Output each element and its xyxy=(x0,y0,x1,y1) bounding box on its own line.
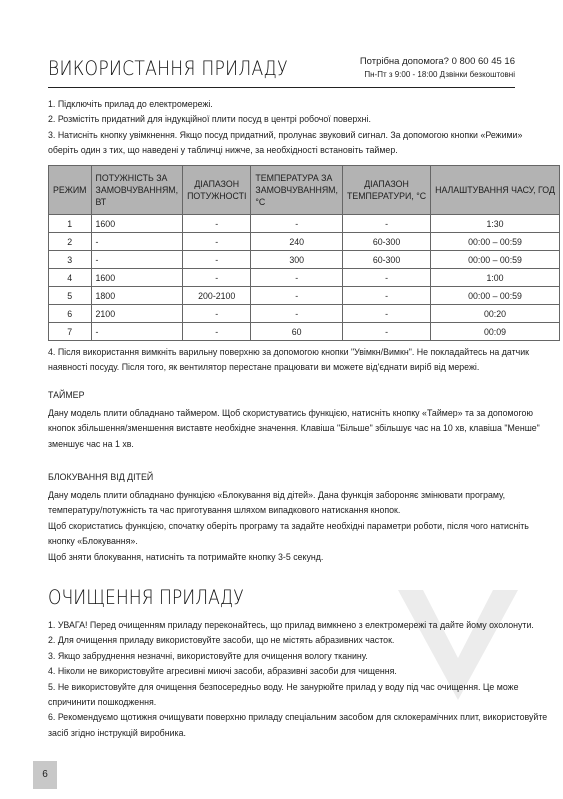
cleaning-line: 6. Рекомендуємо щотижня очищувати поверхню приладу спеціальним засобом для склокерамічних плит, використовуйте xyxy=(48,712,548,724)
cell-temp: 300 xyxy=(251,251,343,269)
cleaning-line: 2. Для очищення приладу використовуйте засоби, що не містять абразивних часток. xyxy=(48,635,395,647)
hotline-phone: Потрібна допомога? 0 800 60 45 16 xyxy=(359,56,515,67)
hotline-info xyxy=(360,55,515,81)
table-row xyxy=(49,323,560,341)
cell-power-range: - xyxy=(183,323,251,341)
header-power-line: ЗАМОВЧУВАННЯМ, xyxy=(95,185,179,195)
cleaning-line: 3. Якщо забруднення незначні, використовуйте для очищення вологу тканину. xyxy=(48,650,368,662)
usage-step-3b: оберіть один з тих, що наведені у табличці нижче, за необхідності встановіть таймер. xyxy=(48,145,398,157)
cleaning-line: 4. Ніколи не використовуйте агресивні миючі засоби, абразивні засоби для чищення. xyxy=(48,666,397,678)
cleaning-line: засіб згідно інструкцій виробника. xyxy=(48,727,186,739)
header-temp xyxy=(251,166,343,215)
note-line: 4. Після використання вимкніть варильну поверхню за допомогою кнопки "Увімкн/Вимкн". Не покладайтесь на датчик xyxy=(48,347,530,358)
cell-power-range: - xyxy=(183,269,251,287)
cleaning-title: ОЧИЩЕННЯ ПРИЛАДУ xyxy=(48,586,244,609)
timer-line: Дану модель плити обладнано таймером. Щоб скористуватись функцією, натисніть кнопку «Таймер» та за допомогою xyxy=(48,408,534,419)
timer-line: кнопок збільшення/зменшення виставте необхідне значення. Клавіша "Більше" збільшує час на 10 хв, клавіша "Менше" xyxy=(48,423,540,435)
modes-table xyxy=(48,165,560,341)
cell-time: 00:00 – 00:59 xyxy=(431,287,560,305)
cell-mode: 6 xyxy=(49,305,92,323)
hotline-hours: Пн-Пт з 9:00 - 18:00 Дзвінки безкоштовні xyxy=(364,70,515,79)
cell-power-range: 200-2100 xyxy=(183,287,251,305)
cleaning-line: 1. УВАГА! Перед очищенням приладу переконайтесь, що прилад вимкнено з електромережі та дайте йому охолонути. xyxy=(48,620,534,631)
cell-temp-range: - xyxy=(342,287,430,305)
table-row xyxy=(49,305,560,323)
note-line: наявності посуду. Після того, як вентилятор перестане працювати ви можете від'єднати виріб від мережі. xyxy=(48,362,480,374)
cell-temp: 240 xyxy=(251,233,343,251)
child-lock-line: Дану модель плити обладнано функцією «Блокування від дітей». Дана функція забороняє змінювати програму, xyxy=(48,490,506,501)
cell-temp-range: - xyxy=(342,269,430,287)
timer-text xyxy=(48,406,540,452)
usage-step-3a: 3. Натисніть кнопку увімкнення. Якщо посуд придатний, пролунає звуковий сигнал. За допомогою кнопки «Режими» xyxy=(48,129,523,141)
cell-temp: - xyxy=(251,305,343,323)
cell-power: - xyxy=(91,251,183,269)
cell-time: 00:00 – 00:59 xyxy=(431,233,560,251)
header-time: НАЛАШТУВАННЯ ЧАСУ, ГОД xyxy=(431,166,560,215)
header-temp-range-line: ТЕМПЕРАТУРИ, °С xyxy=(346,191,427,201)
child-lock-line: кнопку «Блокування». xyxy=(48,536,138,548)
table-row xyxy=(49,251,560,269)
cell-temp-range: - xyxy=(342,323,430,341)
child-lock-line: температуру/потужність та час приготування шляхом випадкового натискання кнопок. xyxy=(48,505,401,517)
header-temp-line: °С xyxy=(255,197,266,207)
cell-power: 1800 xyxy=(91,287,183,305)
cell-power-range: - xyxy=(183,233,251,251)
header-power-range-line: ДІАПАЗОН xyxy=(194,179,240,189)
cleaning-text xyxy=(48,618,548,741)
timer-line: зменшує час на 1 хв. xyxy=(48,438,134,450)
cell-power: - xyxy=(91,323,183,341)
cell-mode: 1 xyxy=(49,215,92,233)
cell-time: 00:00 – 00:59 xyxy=(431,251,560,269)
table-row xyxy=(49,215,560,233)
cell-time: 00:09 xyxy=(431,323,560,341)
cell-time: 1:00 xyxy=(431,269,560,287)
header-temp-range-line: ДІАПАЗОН xyxy=(364,179,409,189)
header-temp-range xyxy=(342,166,430,215)
after-table-note xyxy=(48,345,530,376)
header-mode: РЕЖИМ xyxy=(49,166,92,215)
header-temp-line: ТЕМПЕРАТУРА ЗА xyxy=(255,173,333,183)
cell-power-range: - xyxy=(183,215,251,233)
page-number: 6 xyxy=(33,761,57,789)
usage-steps xyxy=(48,97,523,159)
cleaning-line: спричинити пошкодження. xyxy=(48,697,157,709)
cell-temp: 60 xyxy=(251,323,343,341)
cell-time: 00:20 xyxy=(431,305,560,323)
cell-temp-range: - xyxy=(342,215,430,233)
cell-mode: 4 xyxy=(49,269,92,287)
child-lock-text xyxy=(48,488,529,565)
table-row xyxy=(49,269,560,287)
header-divider xyxy=(48,87,515,88)
cell-temp-range: 60-300 xyxy=(342,233,430,251)
child-lock-heading: БЛОКУВАННЯ ВІД ДІТЕЙ xyxy=(48,472,154,483)
cell-power-range: - xyxy=(183,305,251,323)
header-temp-line: ЗАМОВЧУВАННЯМ, xyxy=(255,185,338,195)
timer-heading: ТАЙМЕР xyxy=(48,390,85,401)
cell-temp-range: - xyxy=(342,305,430,323)
table-header-row xyxy=(49,166,560,215)
cell-mode: 3 xyxy=(49,251,92,269)
usage-step-2: 2. Розмістіть придатний для індукційної плити посуд в центрі робочої поверхні. xyxy=(48,114,371,126)
header-power-line: ПОТУЖНІСТЬ ЗА xyxy=(95,173,168,183)
child-lock-line: Щоб зняти блокування, натисніть та потримайте кнопку 3-5 секунд. xyxy=(48,551,324,563)
page-title: ВИКОРИСТАННЯ ПРИЛАДУ xyxy=(48,57,288,80)
table-row xyxy=(49,233,560,251)
table-row xyxy=(49,287,560,305)
cell-mode: 5 xyxy=(49,287,92,305)
header-power-range xyxy=(183,166,251,215)
cell-power: 1600 xyxy=(91,215,183,233)
cell-temp: - xyxy=(251,215,343,233)
cell-power: 2100 xyxy=(91,305,183,323)
cell-temp: - xyxy=(251,269,343,287)
child-lock-line: Щоб скористатись функцією, спочатку оберіть програму та задайте необхідні параметри роботи, після чого натисніть xyxy=(48,520,529,532)
cell-power-range: - xyxy=(183,251,251,269)
cell-time: 1:30 xyxy=(431,215,560,233)
cell-temp-range: 60-300 xyxy=(342,251,430,269)
cell-mode: 7 xyxy=(49,323,92,341)
cell-power: 1600 xyxy=(91,269,183,287)
cell-temp: - xyxy=(251,287,343,305)
cell-power: - xyxy=(91,233,183,251)
header-power-line: ВТ xyxy=(95,197,107,207)
header-power-range-line: ПОТУЖНОСТІ xyxy=(187,191,247,201)
usage-step-1: 1. Підключіть прилад до електромережі. xyxy=(48,99,213,110)
cleaning-line: 5. Не використовуйте для очищення безпосередньо воду. Не занурюйте прилад у воду під час очищення. Це може xyxy=(48,681,519,693)
cell-mode: 2 xyxy=(49,233,92,251)
header-power xyxy=(91,166,183,215)
